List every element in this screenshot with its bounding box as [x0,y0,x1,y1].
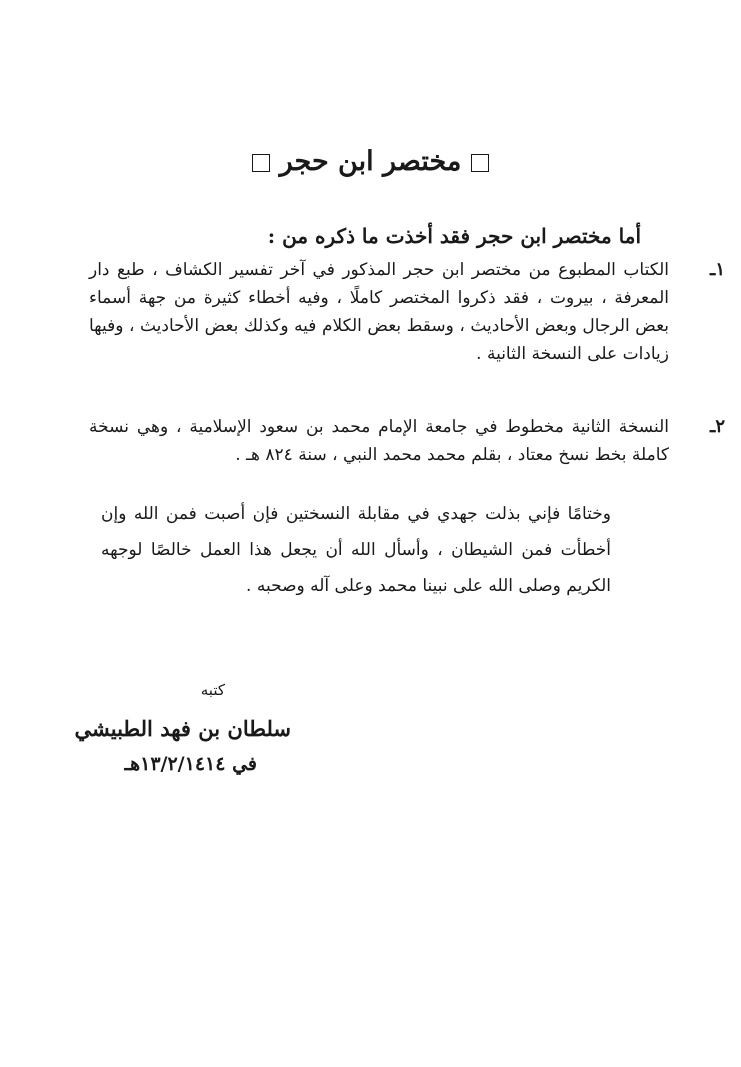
item-text: الكتاب المطبوع من مختصر ابن حجر المذكور في آخر تفسير الكشاف ، طبع دار المعرفة ، بيروت ، فقد ذكروا المختصر كاملًا ، وفيه أخطاء كثيرة من جهة أسماء بعض الرجال وبعض الأحاديث ، وسقط بعض الكلام فيه وكذلك بعض الأحاديث ، وفيها زيادات على النسخة الثانية . [89,260,669,364]
signature-date: في ١٣/٢/١٤١٤هـ [124,753,257,775]
item-number: ١ـ [710,259,725,280]
item-number: ٢ـ [710,416,725,437]
signature-name: سلطان بن فهد الطبيشي [74,716,291,741]
list-item [89,256,725,368]
item-text: النسخة الثانية مخطوط في جامعة الإمام محمد بن سعود الإسلامية ، وهي نسخة كاملة بخط نسخ معتاد ، بقلم محمد محمد النبي ، سنة ٨٢٤ هـ . [89,417,669,465]
heading-title: مختصر ابن حجر [279,146,462,177]
square-ornament-icon [252,154,270,172]
list-item [89,413,725,469]
intro-line: أما مختصر ابن حجر فقد أخذت ما ذكره من : [267,224,641,248]
section-heading [0,142,741,182]
square-ornament-icon [471,154,489,172]
closing-paragraph: وختامًا فإني بذلت جهدي في مقابلة النسختين فإن أصبت فمن الله وإن أخطأت فمن الشيطان ، وأسأل الله أن يجعل هذا العمل خالصًا لوجهه الكريم وصلى الله على نبينا محمد وعلى آله وصحبه . [101,504,611,596]
signature-label: كتبه [200,681,225,699]
